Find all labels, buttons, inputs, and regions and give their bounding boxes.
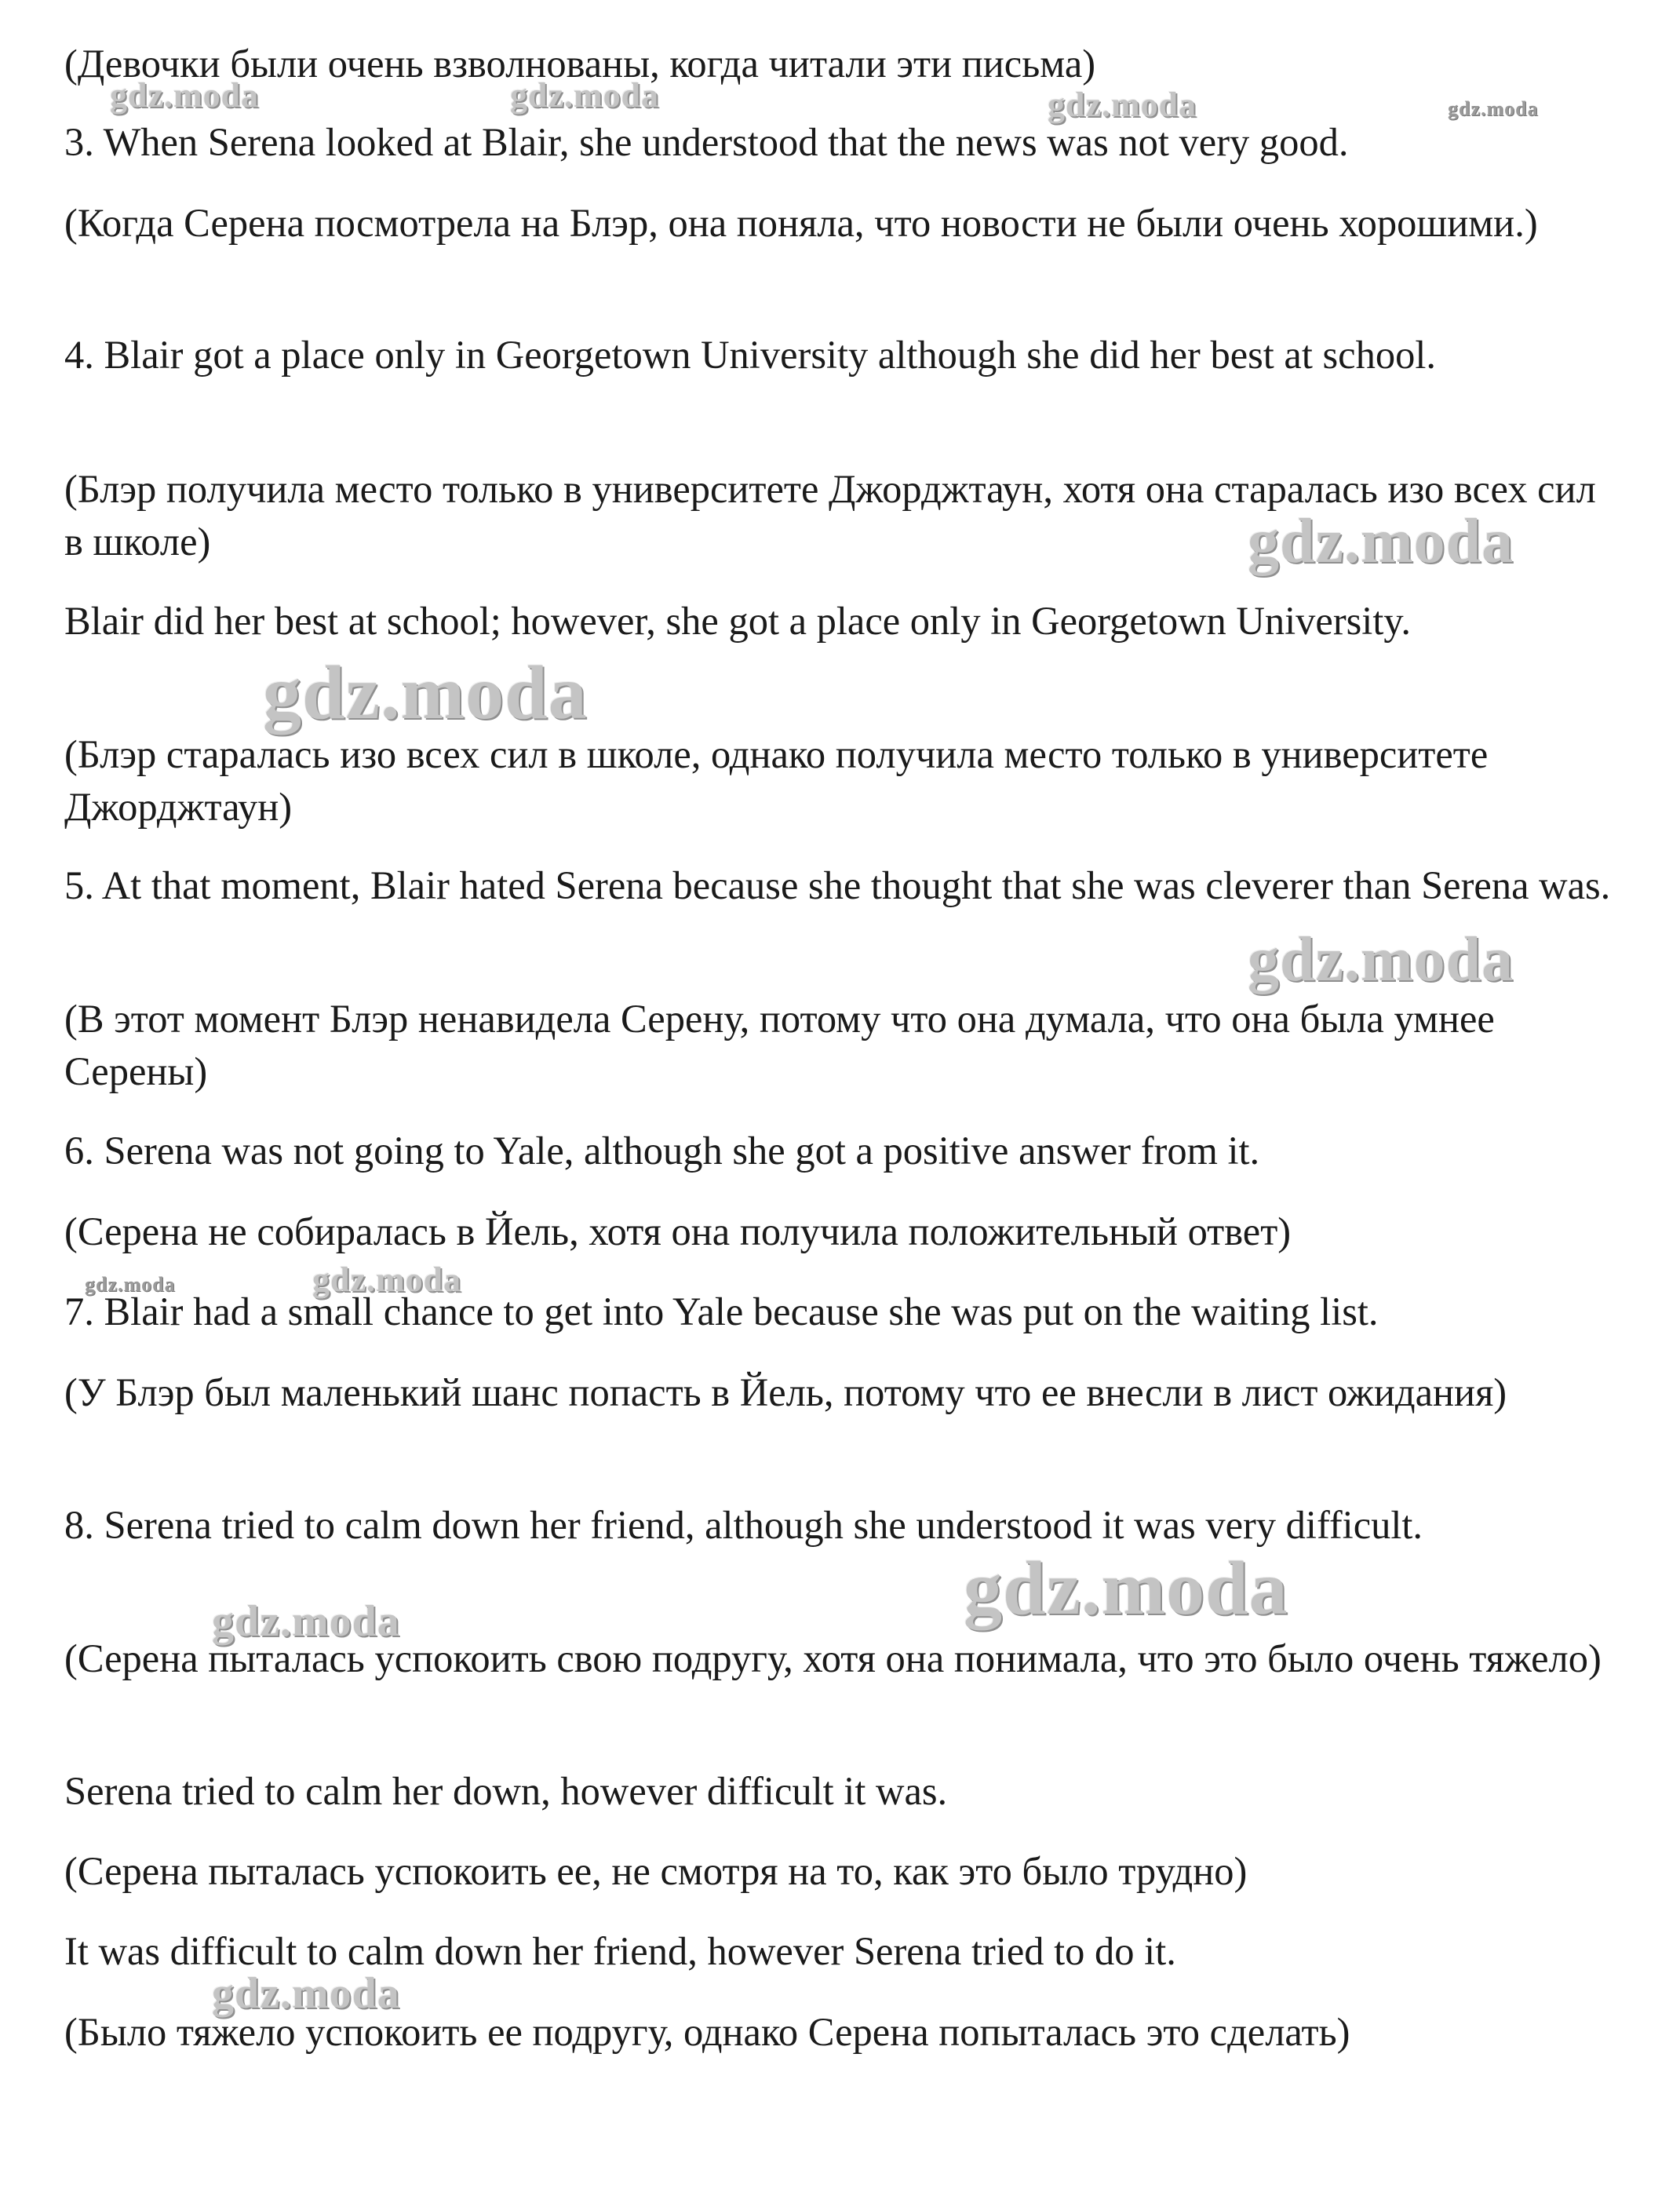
watermark-logo: gdz.moda <box>312 1260 462 1299</box>
paragraph-8-ru: (Серена пыталась успокоить свою подругу, хотя она понимала, что это было очень тяжело) <box>64 1636 1602 1680</box>
paragraph-8-alt1-ru: (Серена пыталась успокоить ее, не смотря на то, как это было трудно) <box>64 1849 1248 1893</box>
paragraph-5-en: 5. At that moment, Blair hated Serena because she thought that she was cleverer than Serena was. <box>64 863 1611 907</box>
watermark-logo: gdz.moda <box>212 1969 400 2018</box>
watermark-logo: gdz.moda <box>1048 86 1197 124</box>
paragraph-4-alt-en: Blair did her best at school; however, she got a place only in Georgetown University. <box>64 599 1411 643</box>
paragraph-3-ru: (Когда Серена посмотрела на Блэр, она поняла, что новости не были очень хорошими.) <box>64 201 1538 245</box>
paragraph-3-en: 3. When Serena looked at Blair, she understood that the news was not very good. <box>64 120 1349 164</box>
paragraph-8-alt1-en: Serena tried to calm her down, however difficult it was. <box>64 1769 948 1813</box>
paragraph-8-alt2-ru: (Было тяжело успокоить ее подругу, однако Серена попыталась это сделать) <box>64 2010 1350 2054</box>
paragraph-8-en: 8. Serena tried to calm down her friend, although she understood it was very difficult. <box>64 1503 1423 1547</box>
watermark-logo: gdz.moda <box>85 1273 176 1296</box>
paragraph-4-en: 4. Blair got a place only in Georgetown University although she did her best at school. <box>64 333 1436 377</box>
watermark-logo: gdz.moda <box>212 1597 400 1646</box>
paragraph-6-en: 6. Serena was not going to Yale, although she got a positive answer from it. <box>64 1129 1260 1173</box>
watermark-logo: gdz.moda <box>1248 507 1514 576</box>
paragraph-4-alt-ru: (Блэр старалась изо всех сил в школе, однако получила место только в университете Джорджтаун) <box>64 732 1489 829</box>
watermark-logo: gdz.moda <box>964 1546 1288 1631</box>
watermark-logo: gdz.moda <box>510 76 660 115</box>
paragraph-8-alt2-en: It was difficult to calm down her friend, however Serena tried to do it. <box>64 1929 1176 1973</box>
watermark-logo: gdz.moda <box>263 651 588 735</box>
watermark-logo: gdz.moda <box>1248 925 1514 994</box>
paragraph-5-ru: (В этот момент Блэр ненавидела Серену, потому что она думала, что она была умнее Серены) <box>64 997 1495 1093</box>
paragraph-7-ru: (У Блэр был маленький шанс попасть в Йель, потому что ее внесли в лист ожидания) <box>64 1370 1507 1414</box>
watermark-logo: gdz.moda <box>1448 97 1539 120</box>
paragraph-4-ru: (Блэр получила место только в университете Джорджтаун, хотя она старалась изо всех сил в школе) <box>64 467 1596 564</box>
paragraph-girls-excited-ru: (Девочки были очень взволнованы, когда читали эти письма) <box>64 42 1096 86</box>
watermark-logo: gdz.moda <box>110 76 260 115</box>
paragraph-7-en: 7. Blair had a small chance to get into Yale because she was put on the waiting list. <box>64 1289 1379 1333</box>
paragraph-6-ru: (Серена не собиралась в Йель, хотя она получила положительный ответ) <box>64 1209 1292 1253</box>
